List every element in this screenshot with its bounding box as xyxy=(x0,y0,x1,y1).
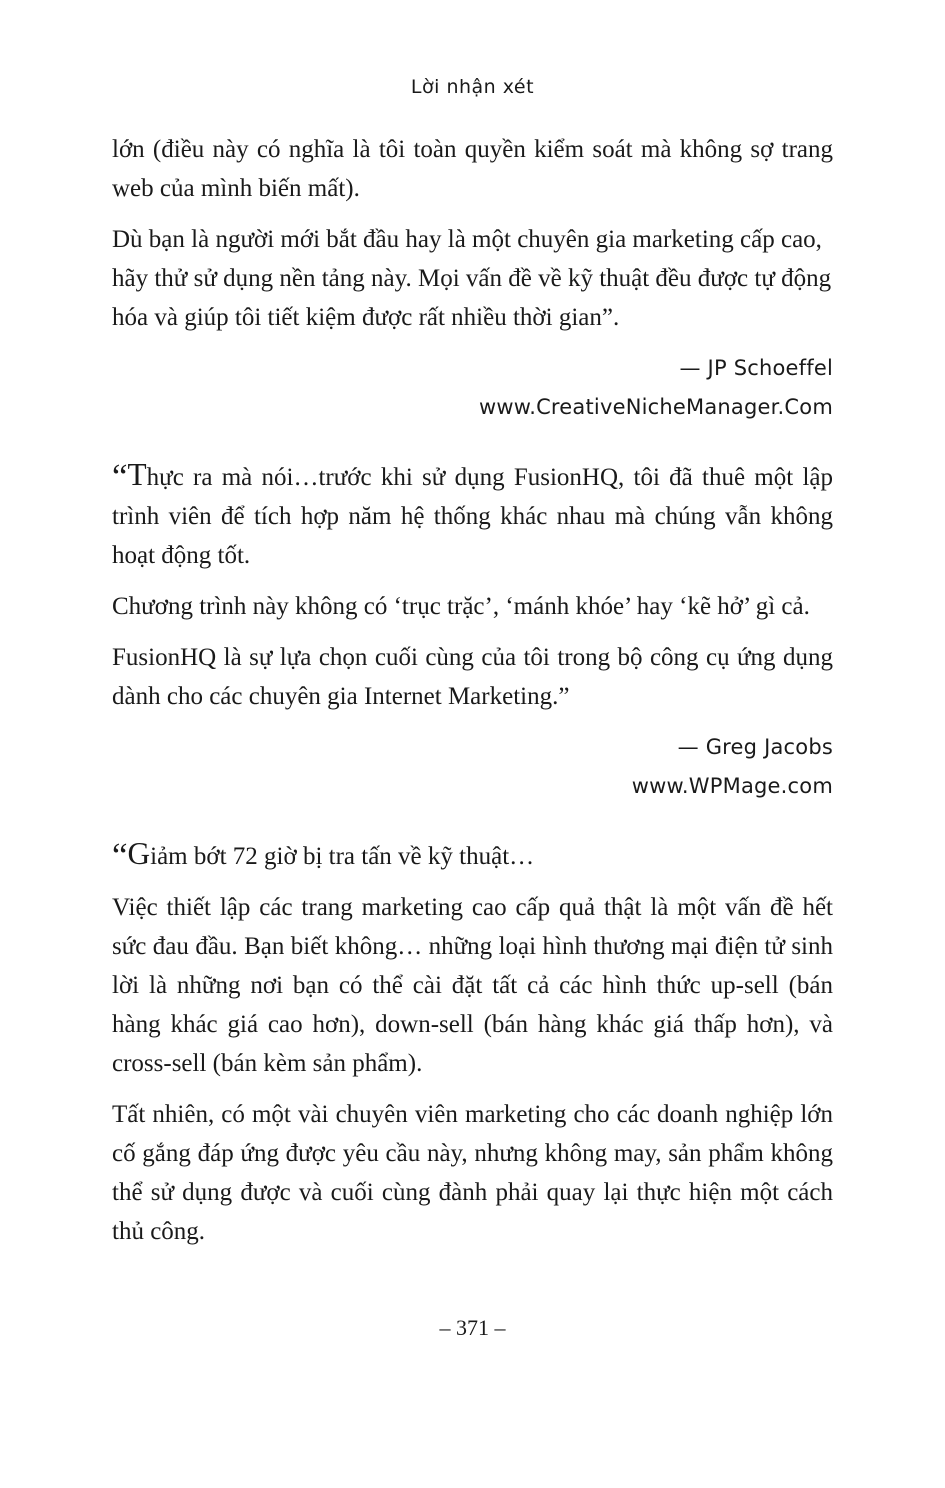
author-name: — Greg Jacobs xyxy=(677,735,833,759)
paragraph: Chương trình này không có ‘trục trặc’, ‘mánh khóe’ hay ‘kẽ hở’ gì cả. xyxy=(112,593,810,620)
running-head: Lời nhận xét xyxy=(410,76,535,98)
paragraph: Việc thiết lập các trang marketing cao cấp quả thật là một vấn đề hết sức đau đầu. Bạn biết không… những loại hình thương mại điện tử sinh lời là những nơi bạn có thể cài đặt tất cả các hình thức up-sell (bán hàng khác giá cao hơn), down-sell (bán hàng khác giá thấp hơn), và cross-sell (bán kèm sản phẩm). xyxy=(112,894,833,1077)
paragraph: lớn (điều này có nghĩa là tôi toàn quyền kiểm soát mà không sợ trang web của mình biến mất). xyxy=(112,136,833,202)
dropcap: T xyxy=(127,457,147,492)
page-number: – 371 – xyxy=(439,1315,506,1340)
author-name: — JP Schoeffel xyxy=(679,356,833,380)
paragraph: Dù bạn là người mới bắt đầu hay là một chuyên gia marketing cấp cao, hãy thử sử dụng nền tảng này. Mọi vấn đề về kỹ thuật đều được tự động hóa và giúp tôi tiết kiệm được rất nhiều thời gian”. xyxy=(112,226,832,331)
author-website: www.WPMage.com xyxy=(631,774,833,798)
signature xyxy=(112,728,833,806)
paragraph-text: iảm bớt 72 giờ bị tra tấn về kỹ thuật… xyxy=(150,843,535,870)
paragraph-text: hực ra mà nói…trước khi sử dụng FusionHQ, tôi đã thuê một lập trình viên để tích hợp năm hệ thống khác nhau mà chúng vẫn không hoạt động tốt. xyxy=(112,464,833,569)
signature xyxy=(112,349,833,427)
open-quote: “ xyxy=(112,836,128,875)
open-quote: “ xyxy=(112,457,128,496)
testimonial-greg-jacobs xyxy=(112,455,833,806)
testimonial-third xyxy=(112,834,833,1251)
paragraph: Tất nhiên, có một vài chuyên viên marketing cho các doanh nghiệp lớn cố gắng đáp ứng được yêu cầu này, nhưng không may, sản phẩm không thể sử dụng được và cuối cùng đành phải quay lại thực hiện một cách thủ công. xyxy=(112,1101,833,1245)
testimonial-jp-schoeffel xyxy=(112,130,833,427)
paragraph xyxy=(112,834,833,876)
paragraph xyxy=(112,455,833,575)
paragraph: FusionHQ là sự lựa chọn cuối cùng của tôi trong bộ công cụ ứng dụng dành cho các chuyên gia Internet Marketing.” xyxy=(112,644,833,710)
text-column xyxy=(112,130,833,1263)
author-website: www.CreativeNicheManager.Com xyxy=(479,395,833,419)
dropcap: G xyxy=(127,836,151,871)
